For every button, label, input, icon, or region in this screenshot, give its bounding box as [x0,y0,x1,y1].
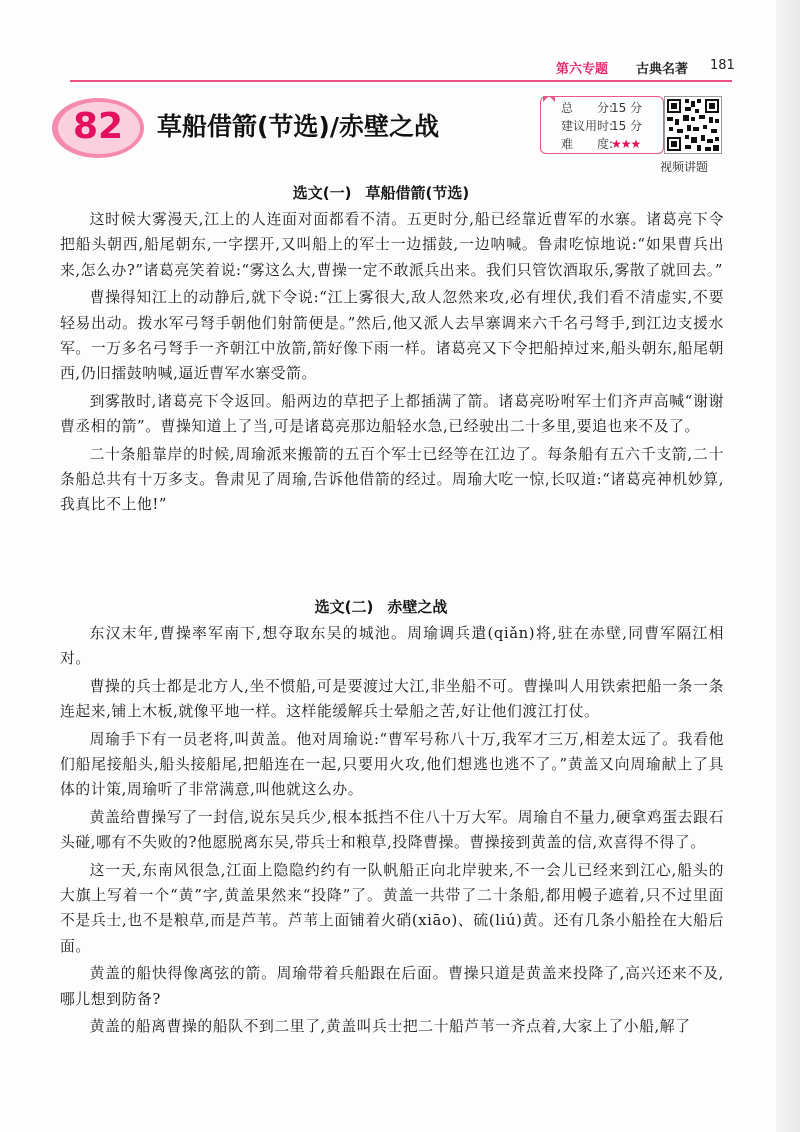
score-value: 15 分 [611,101,643,115]
paragraph: 曹操得知江上的动静后,就下令说:“江上雾很大,敌人忽然来攻,必有埋伏,我们看不清虚实,不要轻易出动。拨水军弓弩手朝他们射箭便是。”然后,他又派人去旱寨调来六千名弓弩手,到江边支援水军。一万多名弓弩手一齐朝江中放箭,箭好像下雨一样。诸葛亮又下令把船掉过来,船头朝东,船尾朝西,仍旧擂鼓呐喊,逼近曹军水寨受箭。 [60,289,724,383]
header-rule [70,80,732,82]
bookmark-icon [543,96,555,102]
paragraph: 黄盖的船快得像离弦的箭。周瑜带着兵船跟在后面。曹操只道是黄盖来投降了,高兴还来不及,哪儿想到防备? [60,965,724,1008]
passage1-heading [0,182,776,203]
lesson-number: 82 [72,106,124,147]
difficulty-row [561,135,640,152]
section-name: 第六专题 [556,62,609,77]
lesson-title: 草船借箭(节选)/赤壁之战 [157,112,439,141]
score-label: 总 分: [561,101,614,115]
running-head [548,58,748,78]
paragraph: 曹操的兵士都是北方人,坐不惯船,可是要渡过大江,非坐船不可。曹操叫人用铁索把船一条一条连起来,铺上木板,就像平地一样。这样能缓解兵士晕船之苦,好让他们渡江打仗。 [60,677,724,721]
difficulty-label: 难 度: [561,137,614,151]
category-name: 古典名著 [636,62,689,77]
paragraph: 二十条船靠岸的时候,周瑜派来搬箭的五百个军士已经等在江边了。每条船有五六千支箭,二十条船总共有十万多支。鲁肃见了周瑜,告诉他借箭的经过。周瑜大吃一惊,长叹道:“诸葛亮神机妙算,我真比不上他!” [60,445,724,514]
passage2-title: 赤壁之战 [387,598,448,616]
passage1-label: 选文(一) [292,184,352,202]
time-label: 建议用时: [561,119,614,133]
paragraph: 黄盖给曹操写了一封信,说东吴兵少,根本抵挡不住八十万大军。周瑜自不量力,硬拿鸡蛋去跟石头碰,哪有不失败的?他愿脱离东吴,带兵士和粮草,投降曹操。曹操接到黄盖的信,欢喜得不得了。 [60,808,724,852]
passage2-body [60,621,724,1042]
paragraph: 到雾散时,诸葛亮下令返回。船两边的草把子上都插满了箭。诸葛亮吩咐军士们齐声高喊“谢谢曹丞相的箭”。曹操知道上了当,可是诸葛亮那边船轻水急,已经驶出二十多里,要追也来不及了。 [60,392,724,436]
qr-caption: 视频讲题 [660,160,709,174]
page-edge [776,0,800,1132]
paragraph: 这一天,东南风很急,江面上隐隐约约有一队帆船正向北岸驶来,不一会儿已经来到江心,船头的大旗上写着一个“黄”字,黄盖果然来“投降”了。黄盖一共带了二十条船,都用幔子遮着,只不过里面不是兵士,也不是粮草,而是芦苇。芦苇上面铺着火硝(xiāo)、硫(liú)黄。还有几条小船拴在大船后面。 [60,861,724,955]
page-number: 181 [710,58,735,73]
paragraph: 黄盖的船离曹操的船队不到二里了,黄盖叫兵士把二十船芦苇一齐点着,大家上了小船,解了 [89,1018,691,1036]
difficulty-stars: ★★★ [611,137,641,151]
score-row [561,99,642,116]
paragraph: 东汉末年,曹操率军南下,想夺取东吴的城池。周瑜调兵遣(qiǎn)将,驻在赤壁,同曹军隔江相对。 [60,625,724,668]
time-row [561,117,642,134]
qr-code-icon[interactable] [664,96,722,154]
passage1-title: 草船借箭(节选) [365,184,470,202]
passage2-label: 选文(二) [314,598,374,616]
passage1-body [60,207,724,520]
paragraph: 周瑜手下有一员老将,叫黄盖。他对周瑜说:“曹军号称八十万,我军才三万,相差太远了。我看他们船尾接船头,船头接船尾,把船连在一起,只要用火攻,他们想逃也逃不了。”黄盖又向周瑜献上了具体的计策,周瑜听了非常满意,叫他就这么办。 [60,730,724,799]
paragraph: 这时候大雾漫天,江上的人连面对面都看不清。五更时分,船已经靠近曹军的水寨。诸葛亮下令把船头朝西,船尾朝东,一字摆开,又叫船上的军士一边擂鼓,一边呐喊。鲁肃吃惊地说:“如果曹兵出来,怎么办?”诸葛亮笑着说:“雾这么大,曹操一定不敢派兵出来。我们只管饮酒取乐,雾散了就回去。” [60,211,724,279]
time-value: 15 分 [611,119,643,133]
passage2-heading [0,596,776,617]
